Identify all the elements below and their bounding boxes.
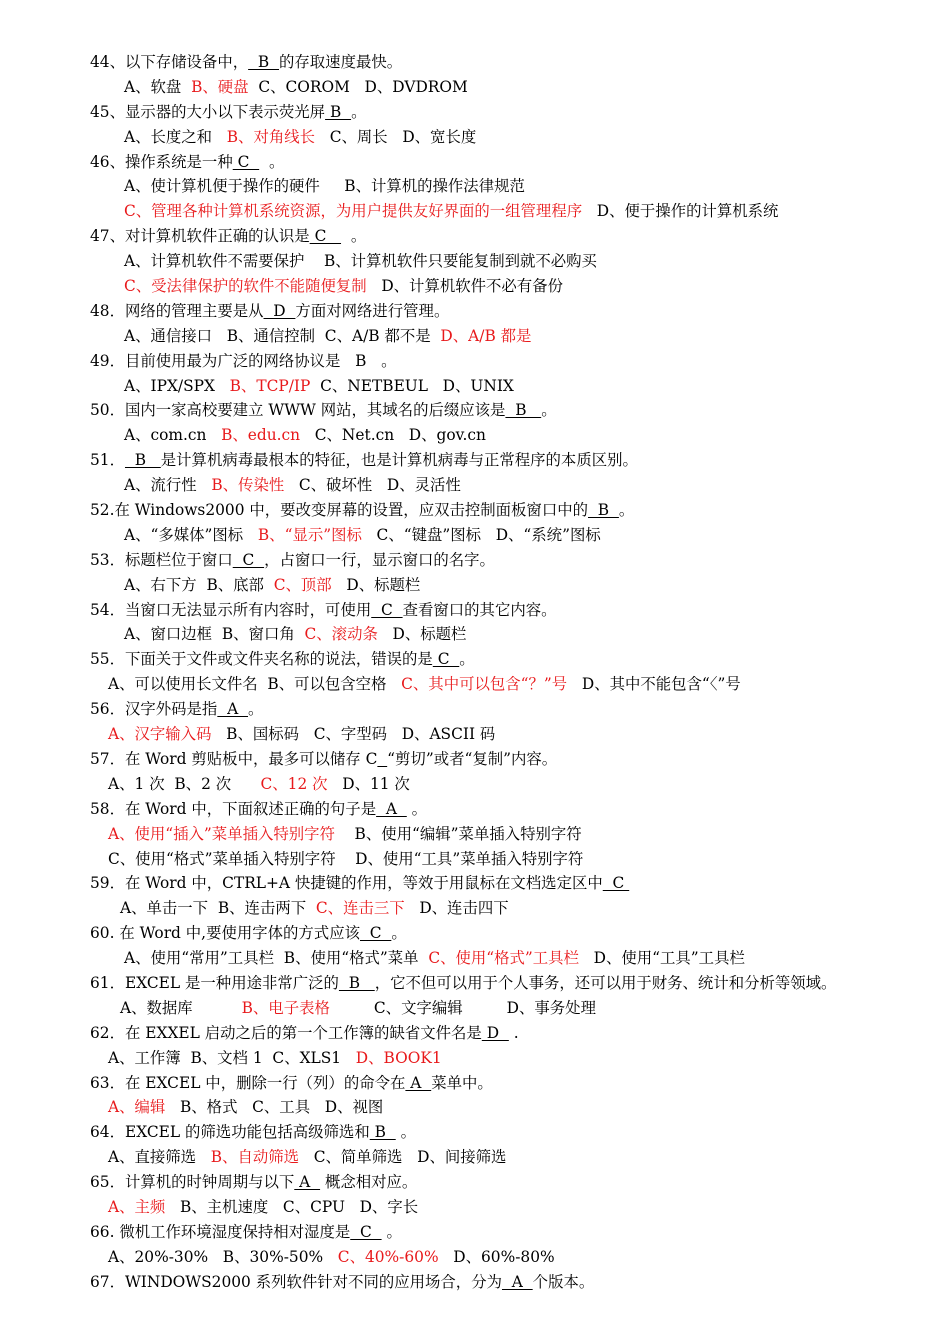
text-run: 55．下面关于文件或文件夹名称的说法，错误的是 [90,650,433,669]
text-run: 51． [90,451,125,470]
question-line [90,398,910,423]
text-run: ，占窗口一行，显示窗口的名字。 [264,550,495,569]
question-line [90,921,910,946]
answer-options-line [90,423,910,448]
text-run: C、周长 D、宽长度 [315,127,477,146]
correct-answer-text: A、使用“插入”菜单插入特别字符 [108,824,335,843]
answer-blank: C [359,924,392,943]
answer-options-line [90,896,910,921]
correct-answer-text: C、其中可以包含“？”号 [401,675,568,694]
correct-answer-text: B、硬盘 [191,77,249,96]
correct-answer-text: B、TCP/IP [229,376,311,395]
answer-blank [377,750,387,768]
text-run: 。 [248,700,264,719]
text-run: A、通信接口 B、通信控制 C、A/B 都不是 [124,326,441,345]
text-run: 。 [459,650,475,669]
text-run: 是计算机病毒最根本的特征，也是计算机病毒与正常程序的本质区别。 [160,451,638,470]
text-run: B、主机速度 C、CPU D、字长 [165,1197,419,1216]
text-run: 个版本。 [532,1272,595,1291]
text-run: A、IPX/SPX [124,376,230,395]
answer-blank: A [217,700,249,719]
text-run: A、长度之和 [124,127,227,146]
answer-blank: B [124,451,161,470]
text-run: A、直接筛选 [108,1148,211,1167]
text-run: 65．计算机的时钟周期与以下 [90,1173,295,1192]
question-line [90,747,910,772]
answer-blank: C [309,227,342,246]
answer-options-line [90,722,910,747]
text-run: 方面对网络进行管理。 [295,301,450,320]
text-run: 。 [541,401,557,420]
correct-answer-text: C、12 次 [260,774,328,793]
correct-answer-text: B、edu.cn [221,426,301,445]
correct-answer-text: C、连击三下 [315,899,405,918]
text-run: 的存取速度最快。 [279,53,403,71]
text-run: 56．汉字外码是指 [90,700,218,719]
text-run: 60. 在 Word 中,要使用字体的方式应该 [90,924,360,943]
text-run: 46、操作系统是一种 [90,152,233,171]
text-run: A、工作簿 B、文档 1 C、XLS1 [108,1048,356,1067]
text-run: A、窗口边框 B、窗口角 [124,625,305,644]
text-run: 。 [395,1123,417,1142]
answer-options-line [90,1245,910,1270]
text-run: 。 [618,501,635,520]
question-line [90,100,910,125]
correct-answer-text: C、40%-60% [337,1247,439,1266]
text-run: D、连击四下 [404,899,509,918]
answer-blank: C [602,874,630,893]
text-run: D、11 次 [327,774,410,793]
answer-options-line [90,1095,910,1120]
answer-blank: D [263,301,296,320]
question-line [90,150,910,175]
question-line [90,448,910,473]
text-run: C、使用“格式”菜单插入特别字符 D、使用“工具”菜单插入特别字符 [108,849,584,868]
text-run: D、标题栏 [377,625,467,644]
text-run: 概念相对应。 [320,1173,418,1192]
answer-blank: B [325,102,352,121]
answer-blank: B [369,1123,396,1142]
answer-options-line [90,473,910,498]
answer-blank: B [248,53,279,71]
answer-blank: D [481,1023,509,1042]
correct-answer-text: C、使用“格式”工具栏 [428,949,579,968]
answer-blank: A [501,1272,533,1291]
text-run: C、Net.cn D、gov.cn [300,426,486,445]
answer-blank: A [405,1073,432,1092]
answer-blank: C [232,550,265,569]
answer-options-line [90,847,910,872]
text-run: 61．EXCEL 是一种用途非常广泛的 [90,973,339,992]
text-run: 50．国内一家高校要建立 WWW 网站，其域名的后缀应该是 [90,401,506,420]
correct-answer-text: B、传染性 [211,476,285,495]
question-line [90,871,910,896]
correct-answer-text: C、顶部 [273,575,332,594]
text-run: 。 [351,102,367,121]
text-run: A、右下方 B、底部 [124,575,274,594]
text-run: B、使用“编辑”菜单插入特别字符 [334,824,582,843]
answer-options-line [90,822,910,847]
answer-options-line [90,199,910,224]
answer-options-line [90,772,910,797]
text-run: B、国标码 C、字型码 D、ASCII 码 [211,725,496,744]
correct-answer-text: A、主频 [108,1197,166,1216]
correct-answer-text: B、“显示”图标 [257,525,362,544]
text-run: 66. 微机工作环境湿度保持相对湿度是 [90,1222,351,1241]
text-run: A、可以使用长文件名 B、可以包含空格 [108,675,402,694]
text-run: C、破坏性 D、灵活性 [284,476,461,495]
text-run: ，它不但可以用于个人事务，还可以用于财务、统计和分析等领域。 [374,973,837,992]
text-run: 63．在 EXCEL 中，删除一行（列）的命令在 [90,1073,406,1092]
answer-blank: C [371,600,403,619]
text-run: D、60%-80% [438,1247,555,1266]
answer-blank: B [588,501,619,520]
text-run: 47、对计算机软件正确的认识是 [90,227,310,246]
text-run: A、使用“常用”工具栏 B、使用“格式”菜单 [124,949,429,968]
answer-blank: A [376,799,407,818]
text-run: 54．当窗口无法显示所有内容时，可使用 [90,600,372,619]
text-run: A、流行性 [124,476,212,495]
answer-options-line [90,1195,910,1220]
text-run: B、格式 C、工具 D、视图 [165,1098,384,1117]
question-line [90,50,910,75]
text-run: A、1 次 B、2 次 [108,774,261,793]
text-run: D、标题栏 [331,575,421,594]
text-run: 48．网络的管理主要是从 [90,301,264,320]
question-line [90,697,910,722]
answer-blank: C [432,650,460,669]
text-run: A、com.cn [124,426,222,445]
correct-answer-text: B、对角线长 [226,127,316,146]
question-line [90,349,910,374]
question-line [90,1120,910,1145]
correct-answer-text: B、电子表格 [241,998,330,1017]
answer-options-line [90,523,910,548]
question-line [90,1220,910,1245]
text-run: 49．目前使用最为广泛的网络协议是 B 。 [90,351,397,370]
text-run: 查看窗口的其它内容。 [402,600,557,619]
text-run: 59．在 Word 中，CTRL+A 快捷键的作用，等效于用鼠标在文档选定区中 [90,874,603,893]
text-run: A、软盘 [124,77,192,96]
text-run: C、COROM D、DVDROM [248,77,468,96]
text-run: 。 [259,152,285,171]
text-run: A、使计算机便于操作的硬件 B、计算机的操作法律规范 [124,177,525,196]
correct-answer-text: C、管理各种计算机系统资源，为用户提供友好界面的一组管理程序 [124,202,583,221]
question-line [90,1071,910,1096]
answer-blank: C [350,1222,382,1241]
text-run: 45、显示器的大小以下表示荧光屏 [90,102,326,121]
text-run: A、20%-30% B、30%-50% [108,1247,338,1266]
answer-options-line [90,174,910,199]
text-run: C、NETBEUL D、UNIX [310,376,514,395]
text-run: 57．在 Word 剪贴板中，最多可以储存 C [90,749,378,768]
text-run: 。 [381,1222,402,1241]
text-run: A、数据库 [120,998,242,1017]
answer-options-line [90,324,910,349]
text-run: 44、以下存储设备中， [90,53,249,71]
text-run: 62．在 EXXEL 启动之后的第一个工作簿的缺省文件名是 [90,1023,482,1042]
answer-blank: B [338,973,375,992]
question-line [90,498,910,523]
question-line [90,1270,910,1295]
answer-options-line [90,1046,910,1071]
question-line [90,224,910,249]
text-run: . [508,1023,519,1042]
correct-answer-text: D、A/B 都是 [440,326,532,345]
answer-options-line [90,249,910,274]
answer-options-line [90,573,910,598]
correct-answer-text: B、自动筛选 [210,1148,300,1167]
document-body [90,50,910,1295]
text-run: 52.在 Windows2000 中，要改变屏幕的设置，应双击控制面板窗口中的 [90,501,588,520]
correct-answer-text: C、滚动条 [304,625,378,644]
question-line [90,971,910,996]
text-run: D、计算机软件不必有备份 [366,277,563,296]
text-run: D、便于操作的计算机系统 [582,202,779,221]
text-run: “剪切”或者“复制”内容。 [387,749,558,768]
answer-options-line [90,622,910,647]
question-line [90,1021,910,1046]
question-line [90,647,910,672]
text-run: 。 [406,799,428,818]
correct-answer-text: D、BOOK1 [355,1048,442,1067]
answer-options-line [90,672,910,697]
correct-answer-text: A、汉字输入码 [108,725,212,744]
correct-answer-text: C、受法律保护的软件不能随便复制 [124,277,367,296]
text-run: A、单击一下 B、连击两下 [120,899,316,918]
text-run: D、使用“工具”工具栏 [578,949,745,968]
text-run: A、计算机软件不需要保护 B、计算机软件只要能复制到就不必购买 [124,252,597,271]
question-line [90,299,910,324]
question-line [90,1170,910,1195]
text-run: 53．标题栏位于窗口 [90,550,233,569]
text-run: 64．EXCEL 的筛选功能包括高级筛选和 [90,1123,370,1142]
answer-options-line [90,75,910,100]
answer-options-line [90,125,910,150]
answer-options-line [90,374,910,399]
text-run: C、“键盘”图标 D、“系统”图标 [361,525,601,544]
text-run: 。 [391,924,407,943]
answer-options-line [90,274,910,299]
text-run: 58．在 Word 中，下面叙述正确的句子是 [90,799,377,818]
text-run: 67．WINDOWS2000 系列软件针对不同的应用场合，分为 [90,1272,502,1291]
answer-options-line [90,1145,910,1170]
text-run: C、简单筛选 D、间接筛选 [299,1148,507,1167]
question-line [90,598,910,623]
text-run: 菜单中。 [431,1073,493,1092]
answer-options-line [90,996,910,1021]
text-run: C、文字编辑 D、事务处理 [329,998,596,1017]
answer-blank: A [294,1173,321,1192]
correct-answer-text: A、编辑 [108,1098,166,1117]
answer-blank: C [232,152,260,171]
text-run: D、其中不能包含“〈”号 [567,675,741,694]
answer-options-line [90,946,910,971]
text-run: 。 [341,227,367,246]
question-line [90,797,910,822]
question-line [90,548,910,573]
answer-blank: B [505,401,542,420]
text-run: A、“多媒体”图标 [124,525,258,544]
